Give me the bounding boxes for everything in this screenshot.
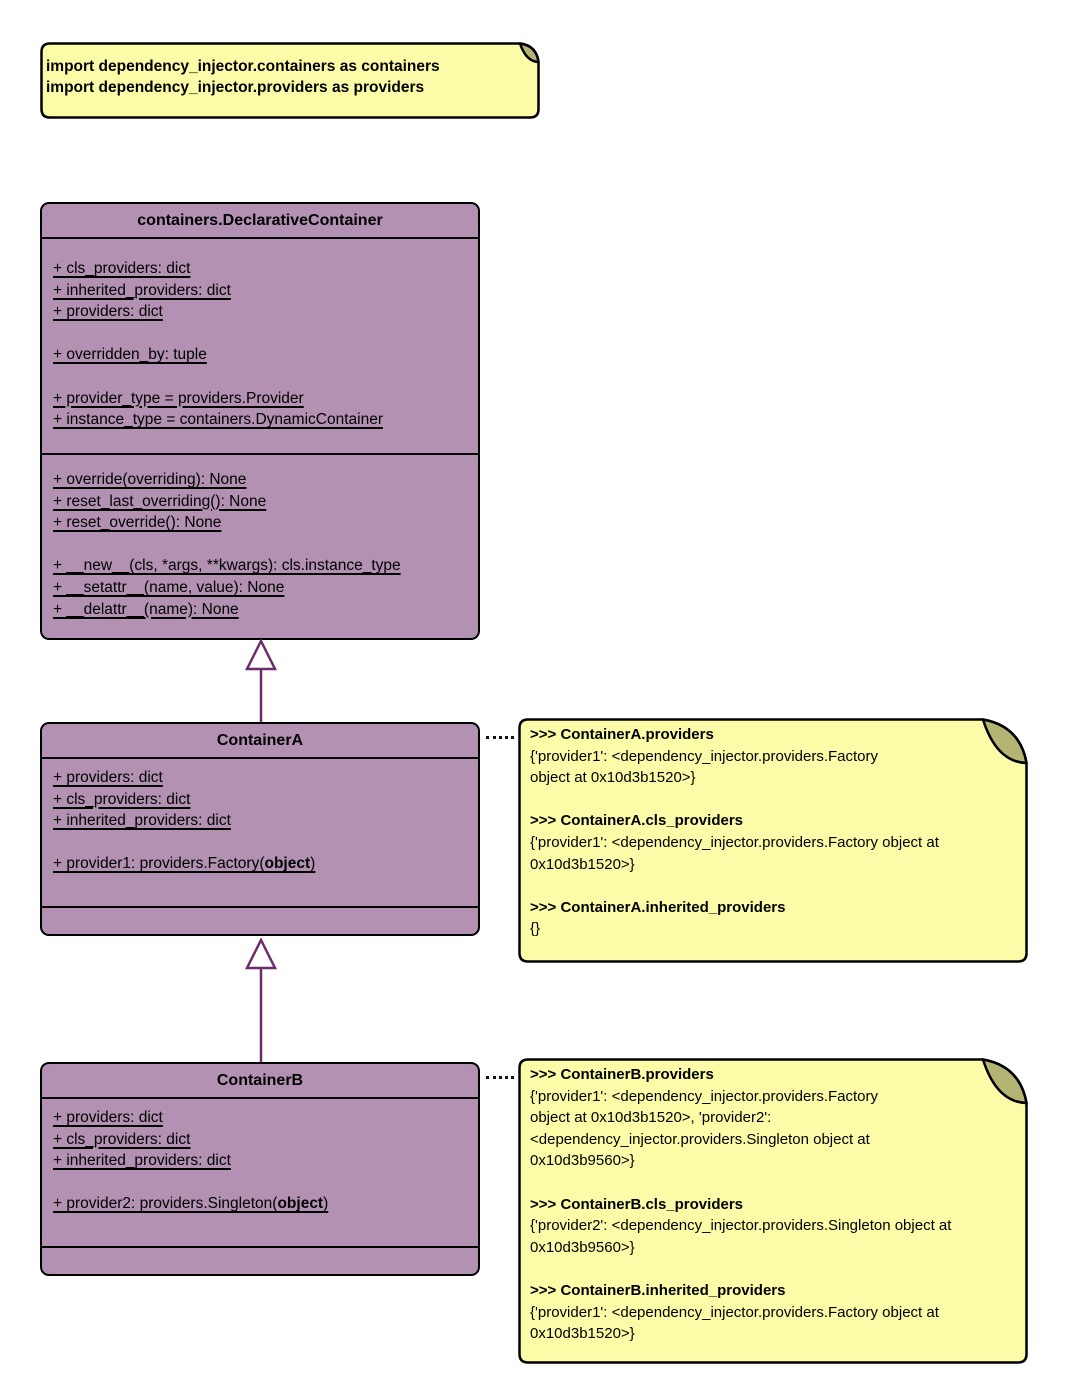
class-box-declarative-container	[40, 202, 480, 640]
text-line: + override(overriding): None	[53, 471, 247, 488]
text-line: + provider2: providers.Singleton(object)	[53, 1195, 329, 1213]
dotted-connector	[486, 1076, 514, 1079]
text-line: 0x10d3b1520>}	[530, 855, 635, 873]
text-line: + instance_type = containers.DynamicContainer	[53, 411, 383, 429]
class-methods	[42, 455, 478, 638]
empty-methods-compartment	[42, 906, 478, 934]
text-line	[53, 366, 467, 388]
text-line: + providers: dict	[53, 769, 163, 786]
dotted-connector	[486, 736, 514, 739]
text-line: + cls_providers: dict	[53, 1130, 191, 1148]
class-title: containers.DeclarativeContainer	[42, 204, 478, 239]
text-line: + overridden_by: tuple	[53, 346, 207, 364]
text-line: 0x10d3b9560>}	[530, 1152, 635, 1170]
text-line: >>> ContainerB.providers	[530, 1066, 714, 1083]
text-line: {'provider2': <dependency_injector.providers.Singleton object at	[530, 1217, 952, 1235]
text-line: {}	[530, 920, 541, 938]
text-line: + inherited_providers: dict	[53, 281, 231, 299]
text-line: + __new__(cls, *args, **kwargs): cls.instance_type	[53, 557, 401, 575]
text-line: import dependency_injector.providers as providers	[46, 79, 425, 96]
inheritance-arrow	[243, 938, 279, 1063]
text-line	[530, 1258, 1016, 1280]
text-line: + provider_type = providers.Provider	[53, 389, 304, 407]
text-line: + cls_providers: dict	[53, 260, 191, 277]
text-line: + inherited_providers: dict	[53, 812, 231, 830]
class-box-container-b	[40, 1062, 480, 1276]
text-line: 0x10d3b9560>}	[530, 1238, 635, 1256]
text-line: {'provider1': <dependency_injector.providers.Factory object at	[530, 833, 939, 851]
text-line: + reset_last_overriding(): None	[53, 492, 267, 510]
note-text	[518, 1058, 1028, 1351]
text-line: + providers: dict	[53, 303, 163, 321]
text-line: + __setattr__(name, value): None	[53, 578, 285, 596]
text-line: + inherited_providers: dict	[53, 1152, 231, 1170]
container-b-output-note	[518, 1058, 1028, 1364]
note-text	[518, 718, 1028, 946]
empty-methods-compartment	[42, 1246, 478, 1274]
import-note	[40, 42, 540, 119]
text-line	[53, 1172, 467, 1194]
text-line: object at 0x10d3b1520>}	[530, 769, 696, 787]
text-line: + cls_providers: dict	[53, 790, 191, 808]
class-box-container-a	[40, 722, 480, 936]
class-attributes	[42, 1099, 478, 1246]
text-line: <dependency_injector.providers.Singleton object at	[530, 1130, 870, 1148]
class-title: ContainerB	[42, 1064, 478, 1099]
text-line: >>> ContainerA.cls_providers	[530, 812, 744, 830]
hollow-triangle-icon	[247, 940, 275, 968]
text-line	[53, 832, 467, 854]
text-line: import dependency_injector.containers as containers	[46, 58, 440, 75]
text-line: + provider1: providers.Factory(object)	[53, 855, 316, 873]
text-line: >>> ContainerB.cls_providers	[530, 1195, 744, 1213]
inheritance-arrow	[243, 639, 279, 723]
container-a-output-note	[518, 718, 1028, 963]
text-line: 0x10d3b1520>}	[530, 1325, 635, 1343]
text-line: >>> ContainerB.inherited_providers	[530, 1281, 786, 1299]
class-attributes	[42, 759, 478, 906]
text-line	[530, 875, 1016, 897]
text-line: {'provider1': <dependency_injector.providers.Factory	[530, 1087, 879, 1105]
class-attributes	[42, 239, 478, 455]
class-title: ContainerA	[42, 724, 478, 759]
text-line	[530, 789, 1016, 811]
hollow-triangle-icon	[247, 641, 275, 669]
text-line	[530, 1172, 1016, 1194]
text-line: + providers: dict	[53, 1109, 163, 1126]
text-line: {'provider1': <dependency_injector.providers.Factory	[530, 747, 879, 765]
text-line	[53, 323, 467, 345]
text-line: + __delattr__(name): None	[53, 600, 239, 618]
text-line: >>> ContainerA.inherited_providers	[530, 898, 786, 916]
text-line: {'provider1': <dependency_injector.providers.Factory object at	[530, 1303, 939, 1321]
import-note-text	[40, 42, 540, 112]
text-line: object at 0x10d3b1520>, 'provider2':	[530, 1109, 772, 1127]
text-line: >>> ContainerA.providers	[530, 726, 714, 743]
text-line: + reset_override(): None	[53, 514, 222, 532]
text-line	[53, 534, 467, 556]
